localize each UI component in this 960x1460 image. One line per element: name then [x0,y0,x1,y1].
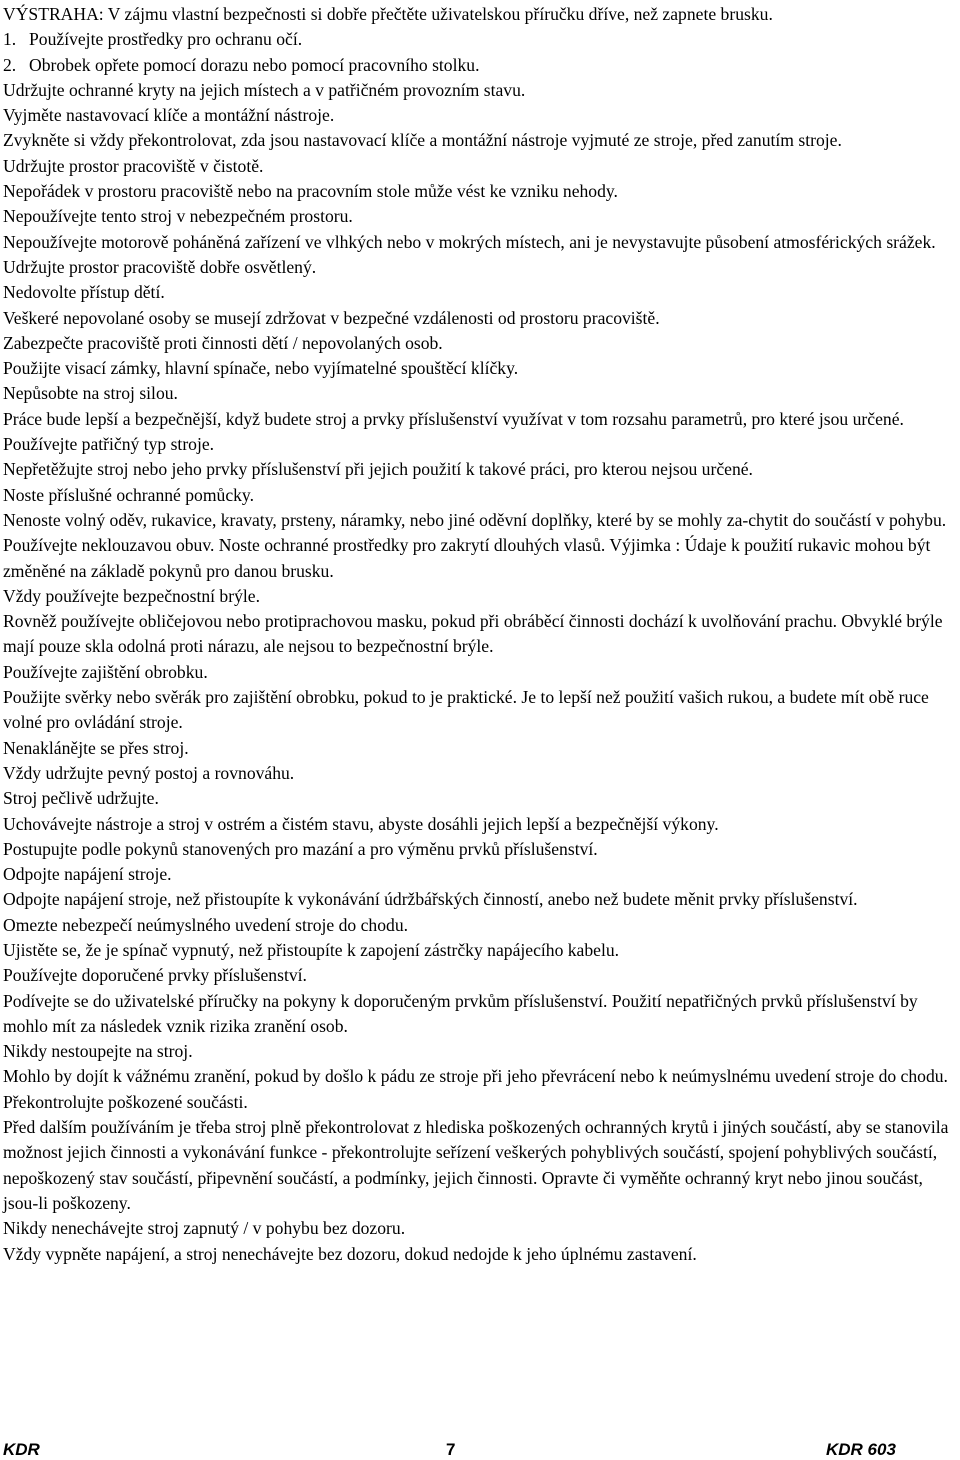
warning-heading: VÝSTRAHA: V zájmu vlastní bezpečnosti si dobře přečtěte uživatelskou příručku dříve, než zapnete brusku. [3,4,773,24]
paragraph: Zvykněte si vždy překontrolovat, zda jsou nastavovací klíče a montážní nástroje vyjmuté ze stroje, před zanutím stroje. [3,130,842,151]
paragraph: Používejte zajištění obrobku. [3,661,208,682]
paragraph: Vyjměte nastavovací klíče a montážní nástroje. [3,105,335,126]
footer-model-label: KDR 603 [826,1440,896,1459]
paragraph: Rovněž používejte obličejovou nebo protiprachovou masku, pokud při obráběcí činnosti dochází k uvolňování prachu. Obvyklé brýle mají pouze skla odolná proti nárazu, ale nejsou to bezpečnostní brýle. [3,611,943,657]
numbered-item-2 [3,53,955,78]
item-number: 1. [3,29,17,50]
paragraph: Odpojte napájení stroje. [3,864,172,885]
page-footer [0,1440,960,1460]
paragraph: Vždy udržujte pevný postoj a rovnováhu. [3,762,295,783]
document-page [3,2,955,1267]
paragraph: Podívejte se do uživatelské příručky na pokyny k doporučeným prvkům příslušenství. Použití nepatřičných prvků příslušenství by mohlo mít za následek vznik rizika zranění osob. [3,990,918,1036]
paragraph: Nenaklánějte se přes stroj. [3,737,189,758]
paragraph: Vždy vypněte napájení, a stroj nenechávejte bez dozoru, dokud nedojde k jeho úplnému zastavení. [3,1243,697,1264]
paragraph: Omezte nebezpečí neúmyslného uvedení stroje do chodu. [3,914,409,935]
item-text: Používejte prostředky pro ochranu očí. [29,29,303,50]
paragraph: Nenoste volný oděv, rukavice, kravaty, prsteny, náramky, nebo jiné oděvní doplňky, které by se mohly za-chytit do součástí v pohybu. Používejte neklouzavou obuv. Noste ochranné prostředky pro zakrytí dlouhých vlasů. Výjimka : Údaje k použití rukavic mohou být změněné na základě pokynů pro danou brusku. [3,509,947,581]
paragraph: Udržujte ochranné kryty na jejich místech a v patřičném provozním stavu. [3,79,526,100]
paragraph: Zabezpečte pracoviště proti činnosti dětí / nepovolaných osob. [3,332,443,353]
paragraph: Uchovávejte nástroje a stroj v ostrém a čistém stavu, abyste dosáhli jejich lepší a bezpečnější výkony. [3,813,719,834]
numbered-item-1 [3,27,955,52]
paragraph: Nepoužívejte motorově poháněná zařízení ve vlhkých nebo v mokrých místech, ani je nevystavujte působení atmosférických srážek. Udržujte prostor pracoviště dobře osvětlený. [3,231,936,277]
paragraph: Vždy používejte bezpečnostní brýle. [3,585,260,606]
paragraph: Noste příslušné ochranné pomůcky. [3,484,254,505]
paragraph: Překontrolujte poškozené součásti. [3,1091,248,1112]
paragraph: Nikdy nestoupejte na stroj. [3,1041,193,1062]
paragraph: Udržujte prostor pracoviště v čistotě. [3,155,264,176]
paragraph: Nepoužívejte tento stroj v nebezpečném prostoru. [3,206,353,227]
item-number: 2. [3,54,17,75]
paragraph: Veškeré nepovolané osoby se musejí zdržovat v bezpečné vzdálenosti od prostoru pracoviště. [3,307,660,328]
paragraph: Použijte visací zámky, hlavní spínače, nebo vyjímatelné spouštěcí klíčky. [3,358,519,379]
item-text: Obrobek opřete pomocí dorazu nebo pomocí pracovního stolku. [29,54,480,75]
paragraph: Nepřetěžujte stroj nebo jeho prvky příslušenství při jejich použití k takové práci, pro kterou nejsou určené. [3,459,753,480]
paragraph: Nepořádek v prostoru pracoviště nebo na pracovním stole může vést ke vzniku nehody. [3,181,618,202]
paragraph: Nepůsobte na stroj silou. [3,383,178,404]
page-number: 7 [446,1440,456,1459]
paragraph: Před dalším používáním je třeba stroj plně překontrolovat z hlediska poškozených ochranných krytů i jiných součástí, aby se stanovila možnost jejich činnosti a vykonávání funkce - překontrolujte seřízení veškerých pohyblivých součástí, spojení pohyblivých součástí, nepoškozený stav součástí, připevnění součástí, a podmínky, jejich činnosti. Opravte či vyměňte ochranný kryt nebo jinou součást, jsou-li poškozeny. [3,1117,949,1213]
footer-left-label: KDR [3,1440,40,1459]
paragraph: Odpojte napájení stroje, než přistoupíte k vykonávání údržbářských činností, anebo než budete měnit prvky příslušenství. [3,889,858,910]
paragraph: Stroj pečlivě udržujte. [3,788,159,809]
paragraph: Mohlo by dojít k vážnému zranění, pokud by došlo k pádu ze stroje při jeho převrácení nebo k neúmyslnému uvedení stroje do chodu. [3,1066,948,1087]
paragraph: Nikdy nenechávejte stroj zapnutý / v pohybu bez dozoru. [3,1218,406,1239]
paragraph: Práce bude lepší a bezpečnější, když budete stroj a prvky příslušenství využívat v tom rozsahu parametrů, pro které jsou určené. [3,408,904,429]
paragraph: Postupujte podle pokynů stanovených pro mazání a pro výměnu prvků příslušenství. [3,838,598,859]
paragraph: Používejte patřičný typ stroje. [3,434,215,455]
paragraph: Ujistěte se, že je spínač vypnutý, než přistoupíte k zapojení zástrčky napájecího kabelu. [3,939,620,960]
paragraph: Používejte doporučené prvky příslušenství. [3,965,307,986]
paragraph: Nedovolte přístup dětí. [3,282,165,303]
paragraph: Použijte svěrky nebo svěrák pro zajištění obrobku, pokud to je praktické. Je to lepší než použití vašich rukou, a budete mít obě ruce volné pro ovládání stroje. [3,687,929,733]
